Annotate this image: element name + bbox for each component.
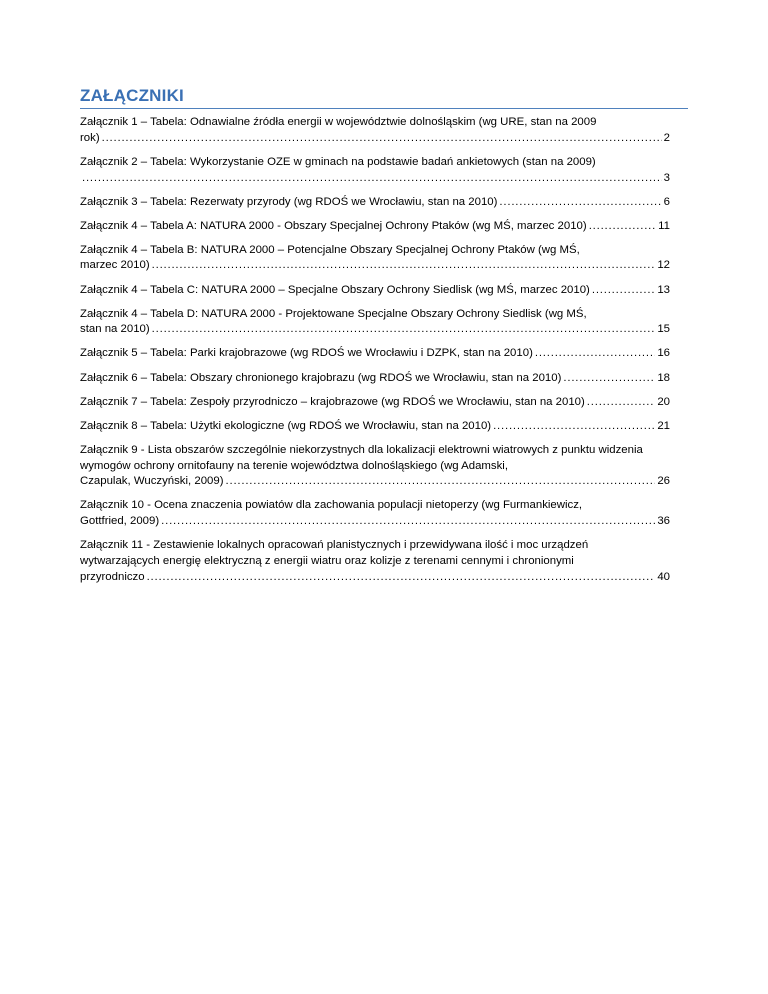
- toc-page-number: 26: [657, 475, 670, 488]
- toc-entry[interactable]: [80, 538, 670, 585]
- toc-entry-title-end: Załącznik 3 – Tabela: Rezerwaty przyrody (wg RDOŚ we Wrocławiu, stan na 2010): [80, 195, 498, 208]
- toc-entry-title: Załącznik 4 – Tabela D: NATURA 2000 - Projektowane Specjalne Obszary Ochrony Siedlisk (wg MŚ,: [80, 307, 587, 320]
- toc-entry-last-line: [80, 195, 670, 211]
- toc-dot-leader: [589, 219, 656, 235]
- toc-entry-title-end: przyrodniczo: [80, 570, 145, 583]
- toc-entry-last-line: [80, 570, 670, 586]
- toc-entry[interactable]: [80, 498, 670, 529]
- toc-dot-leader: [147, 570, 656, 586]
- toc-page-number: 20: [657, 395, 670, 408]
- toc-entry[interactable]: [80, 346, 670, 362]
- toc-dot-leader: [82, 171, 662, 187]
- toc-entry-title-end: stan na 2010): [80, 323, 150, 336]
- toc-page-number: 21: [657, 419, 670, 432]
- toc-dot-leader: [226, 474, 656, 490]
- toc-entry-title: Załącznik 10 - Ocena znaczenia powiatów dla zachowania populacji nietoperzy (wg Furmankiewicz,: [80, 499, 583, 512]
- heading-block: [80, 86, 688, 109]
- toc-dot-leader: [493, 419, 655, 435]
- toc-dot-leader: [535, 346, 655, 362]
- toc-entry-title-end: Załącznik 7 – Tabela: Zespoły przyrodniczo – krajobrazowe (wg RDOŚ we Wrocławiu, stan na 2010): [80, 395, 585, 408]
- toc-page-number: 2: [663, 131, 670, 144]
- toc-dot-leader: [102, 131, 662, 147]
- toc-entry[interactable]: [80, 443, 670, 490]
- toc-entry[interactable]: [80, 195, 670, 211]
- toc-entry[interactable]: [80, 219, 670, 235]
- toc-entry-last-line: [80, 258, 670, 274]
- toc-dot-leader: [587, 395, 656, 411]
- toc-page-number: 16: [657, 347, 670, 360]
- toc-entry[interactable]: [80, 243, 670, 274]
- toc-entry-last-line: [80, 171, 670, 187]
- toc-entry-title-end: Czapulak, Wuczyński, 2009): [80, 475, 224, 488]
- toc-entry[interactable]: [80, 155, 670, 186]
- toc-entry-title-end: Załącznik 5 – Tabela: Parki krajobrazowe (wg RDOŚ we Wrocławiu i DZPK, stan na 2010): [80, 347, 533, 360]
- toc-page-number: 13: [657, 283, 670, 296]
- toc-entry-title-end: Gottfried, 2009): [80, 515, 160, 528]
- toc-page-number: 3: [663, 171, 670, 184]
- toc-entry-title: Załącznik 9 - Lista obszarów szczególnie niekorzystnych dla lokalizacji elektrowni wiatrowych z punktu widzenia wymogów ochrony ornitofauny na terenie województwa dolnośląskiego (wg Adamski,: [80, 443, 643, 472]
- toc-entry-title: Załącznik 1 – Tabela: Odnawialne źródła energii w województwie dolnośląskim (wg URE, stan na 2009: [80, 116, 597, 128]
- page-heading: ZAŁĄCZNIKI: [80, 86, 184, 105]
- toc-entry-last-line: [80, 322, 670, 338]
- toc-page-number: 15: [657, 323, 670, 336]
- toc-entry[interactable]: [80, 283, 670, 299]
- toc-entry-title: Załącznik 4 – Tabela B: NATURA 2000 – Potencjalne Obszary Specjalnej Ochrony Ptaków (wg MŚ,: [80, 243, 580, 256]
- toc-entry-last-line: [80, 371, 670, 387]
- toc-entry-title: Załącznik 11 - Zestawienie lokalnych opracowań planistycznych i przewidywana ilość i moc urządzeń wytwarzających energię elektryczną z energii wiatru oraz kolizje z terenami cennymi i chronionymi: [80, 539, 589, 567]
- toc-entry[interactable]: [80, 371, 670, 387]
- toc-entry-title-end: Załącznik 4 – Tabela C: NATURA 2000 – Specjalne Obszary Ochrony Siedlisk (wg MŚ, marzec 2010): [80, 283, 590, 296]
- toc-entry-last-line: [80, 346, 670, 362]
- toc-entry-title-end: Załącznik 6 – Tabela: Obszary chronionego krajobrazu (wg RDOŚ we Wrocławiu, stan na 2010): [80, 371, 562, 384]
- toc-entry-title-end: rok): [80, 131, 100, 144]
- toc-page-number: 12: [657, 259, 670, 272]
- toc-dot-leader: [592, 283, 655, 299]
- toc-dot-leader: [152, 258, 656, 274]
- toc-entry[interactable]: [80, 395, 670, 411]
- toc-entry[interactable]: [80, 307, 670, 338]
- toc-entry-last-line: [80, 395, 670, 411]
- toc-entry-last-line: [80, 474, 670, 490]
- toc-dot-leader: [161, 514, 655, 530]
- toc-entry-last-line: [80, 283, 670, 299]
- toc-page-number: 36: [657, 515, 670, 528]
- toc-entry[interactable]: [80, 115, 670, 146]
- toc-dot-leader: [563, 371, 655, 387]
- toc-dot-leader: [152, 322, 656, 338]
- toc-entry-last-line: [80, 131, 670, 147]
- toc-entry-last-line: [80, 219, 670, 235]
- toc-entry-last-line: [80, 514, 670, 530]
- toc-entry-title-end: marzec 2010): [80, 259, 150, 272]
- toc-entry[interactable]: [80, 419, 670, 435]
- toc-entry-title: Załącznik 2 – Tabela: Wykorzystanie OZE w gminach na podstawie badań ankietowych (stan na 2009): [80, 155, 596, 168]
- toc-dot-leader: [499, 195, 661, 211]
- toc-page-number: 11: [658, 219, 670, 232]
- toc-page-number: 40: [657, 570, 670, 583]
- toc-entry-title-end: Załącznik 8 – Tabela: Użytki ekologiczne (wg RDOŚ we Wrocławiu, stan na 2010): [80, 419, 492, 432]
- toc-page-number: 6: [663, 195, 670, 208]
- table-of-contents: [80, 115, 670, 594]
- toc-entry-last-line: [80, 419, 670, 435]
- toc-page-number: 18: [657, 371, 670, 384]
- toc-entry-title-end: Załącznik 4 – Tabela A: NATURA 2000 - Obszary Specjalnej Ochrony Ptaków (wg MŚ, marzec 2010): [80, 219, 587, 232]
